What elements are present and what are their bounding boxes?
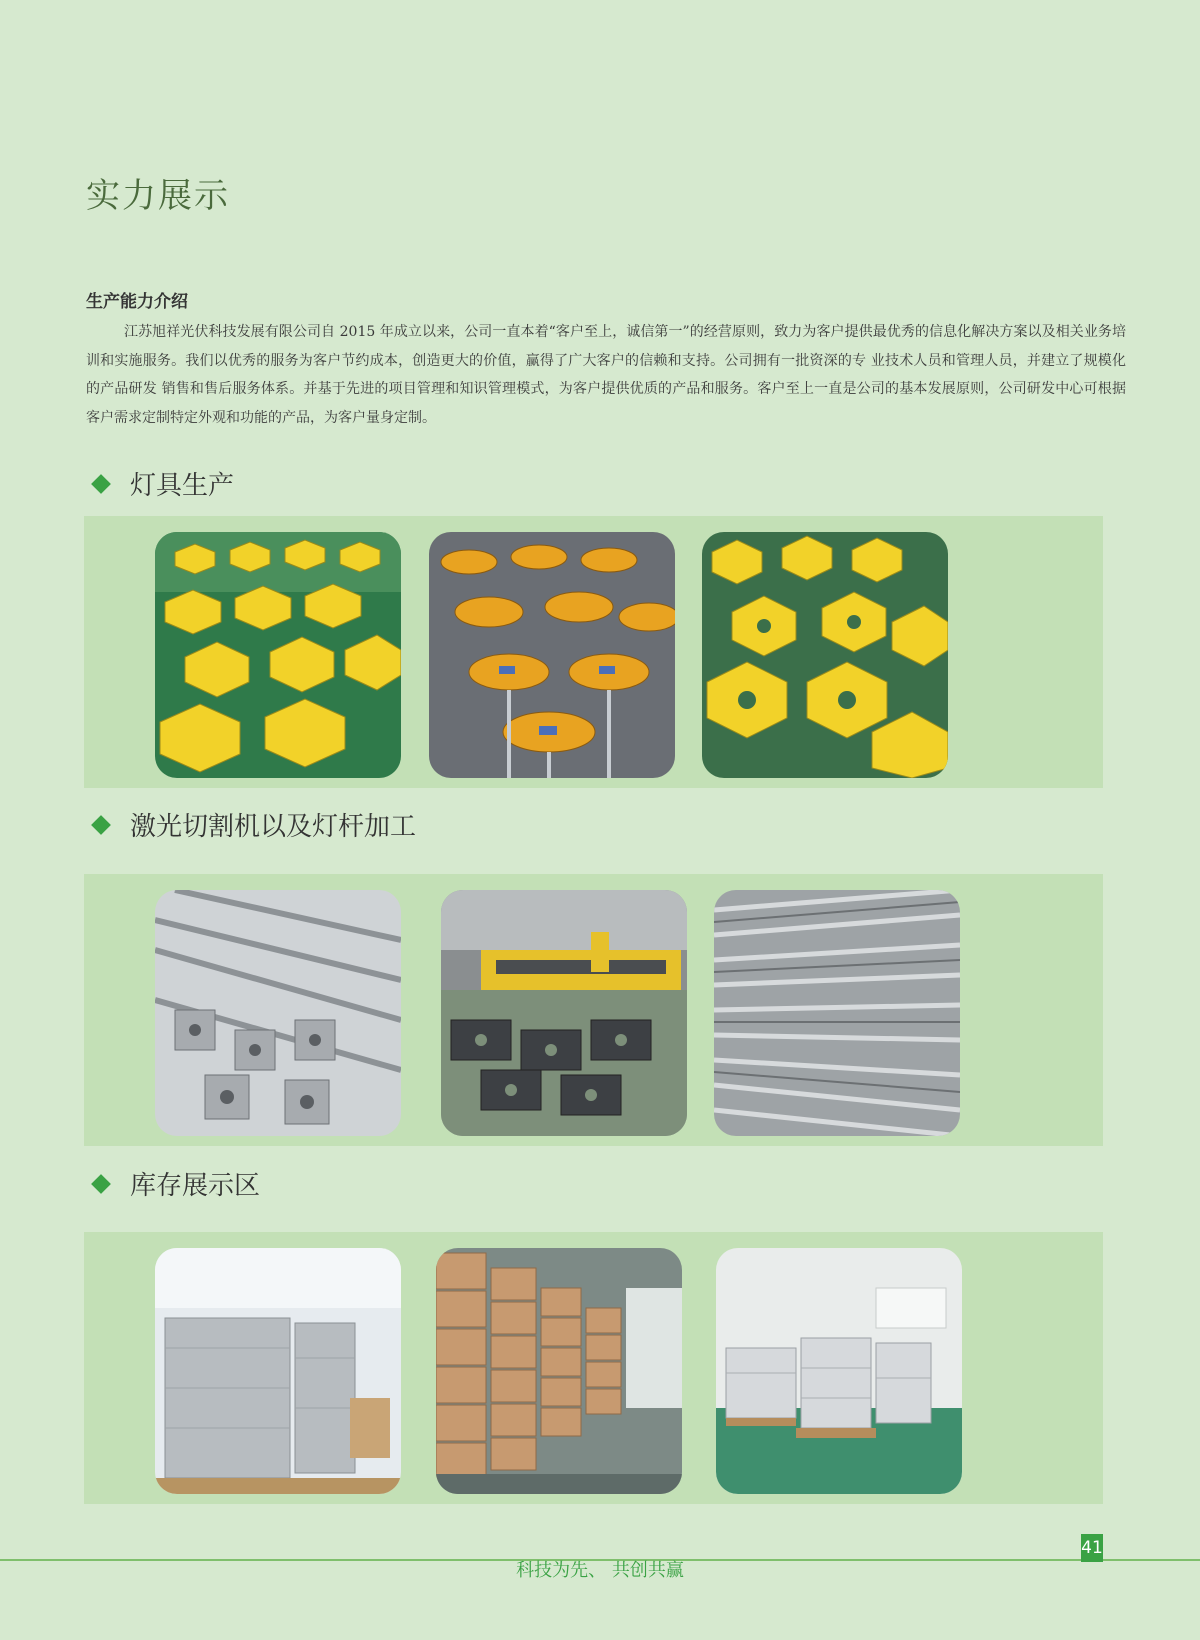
section-heading-inventory [86, 1165, 260, 1202]
footer-slogan: 科技为先、 共创共赢 [516, 1560, 684, 1581]
photo-panels-stacked [155, 1248, 401, 1494]
section-title: 灯具生产 [130, 471, 235, 501]
intro-paragraph: 江苏旭祥光伏科技发展有限公司自 2015 年成立以来，公司一直本着“客户至上，诚信第一”的经营原则，致力为客户提供最优秀的信息化解决方案以及相关业务培训和实施服务。我们以优秀的服务为客户节约成本，创造更大的价值，赢得了广大客户的信赖和支持。公司拥有一批资深的专 业技术人员和管理人员，并建立了规模化的产品研发 销售和售后服务体系。并基于先进的项目管理和知识管理模式，为客户提供优质的产品和服务。客户至上一直是公司的基本发展原则，公司研发中心可根据客户需求定制特定外观和功能的产品，为客户量身定制。 [86, 324, 1126, 426]
section-title: 激光切割机以及灯杆加工 [130, 812, 417, 842]
section-heading-lamp-production [86, 465, 234, 502]
photo-pole-base-plates [155, 890, 401, 1136]
photo-laser-cutting-machine [441, 890, 687, 1136]
diamond-bullet-icon [91, 474, 111, 494]
photo-light-poles-stack [714, 890, 960, 1136]
diamond-bullet-icon [91, 815, 111, 835]
photo-lamp-heads-grid [155, 532, 401, 778]
photo-lamp-assembly [429, 532, 675, 778]
photo-lamp-heads-closeup [702, 532, 948, 778]
intro-heading: 生产能力介绍 [86, 292, 188, 312]
section-title: 库存展示区 [130, 1171, 261, 1201]
photo-panel-inventory [84, 1232, 1103, 1504]
photo-panel-laser-cutting [84, 874, 1103, 1146]
photo-panels-room [716, 1248, 962, 1494]
photo-boxes-warehouse [436, 1248, 682, 1494]
photo-panel-lamp-production [84, 516, 1103, 788]
page-number: 41 [1081, 1534, 1103, 1562]
page-title: 实力展示 [86, 176, 230, 216]
diamond-bullet-icon [91, 1174, 111, 1194]
section-heading-laser-cutting [86, 806, 416, 843]
